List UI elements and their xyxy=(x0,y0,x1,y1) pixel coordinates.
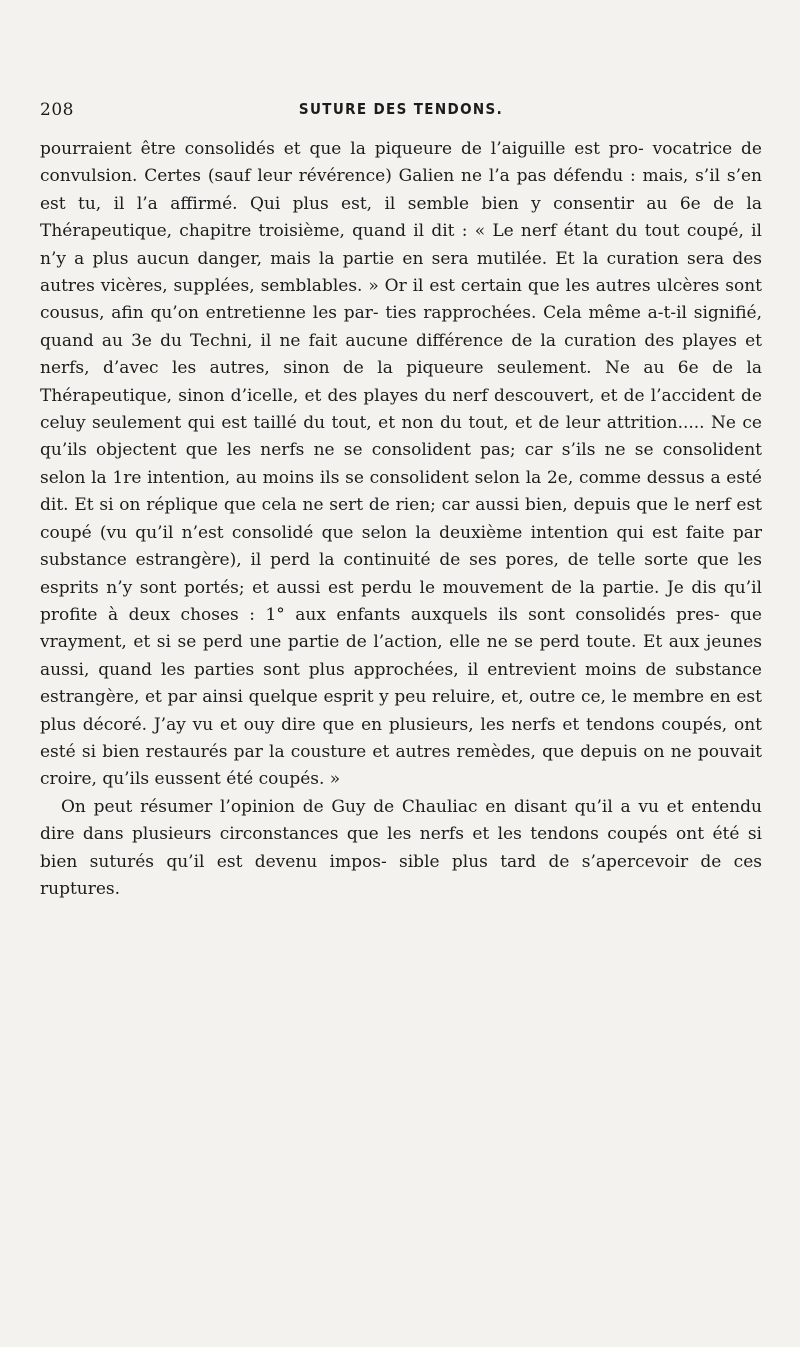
page-number: 208 xyxy=(40,100,74,120)
running-head xyxy=(40,100,762,124)
paragraph-continued: pourraient être consolidés et que la piqueure de l’aiguille est pro- vocatrice de convulsion. Certes (sauf leur révérence) Galien ne l’a pas défendu : mais, s’il s’en est tu, il l’a affirmé. Qui plus est, il semble bien y consentir au 6e de la Thérapeutique, chapitre troisième, quand il dit : « Le nerf étant du tout coupé, il n’y a plus aucun danger, mais la partie en sera mutilée. Et la curation sera des autres vicères, supplées, semblables. » Or il est certain que les autres ulcères sont cousus, afin qu’on entretienne les par- ties rapprochées. Cela même a-t-il signifié, quand au 3e du Techni, il ne fait aucune différence de la curation des playes et nerfs, d’avec les autres, sinon de la piqueure seulement. Ne au 6e de la Thérapeutique, sinon d’icelle, et des playes du nerf descouvert, et de l’accident de celuy seulement qui est taillé du tout, et non du tout, et de leur attrition..... Ne ce qu’ils objectent que les nerfs ne se consolident pas; car s’ils ne se consolident selon la 1re intention, au moins ils se consolident selon la 2e, comme dessus a esté dit. Et si on réplique que cela ne sert de rien; car aussi bien, depuis que le nerf est coupé (vu qu’il n’est consolidé que selon la deuxième intention qui est faite par substance estrangère), il perd la continuité de ses pores, de telle sorte que les esprits n’y sont portés; et aussi est perdu le mouvement de la partie. Je dis qu’il profite à deux choses : 1° aux enfants auxquels ils sont consolidés pres- que vrayment, et si se perd une partie de l’action, elle ne se perd toute. Et aux jeunes aussi, quand les parties sont plus approchées, il entrevient moins de substance estrangère, et par ainsi quelque esprit y peu reluire, et, outre ce, le membre en est plus décoré. J’ay vu et ouy dire que en plusieurs, les nerfs et tendons coupés, ont esté si bien restaurés par la cousture et autres remèdes, que depuis on ne pouvait croire, qu’ils eussent été coupés. » xyxy=(40,139,762,790)
running-title: SUTURE DES TENDONS. xyxy=(298,100,504,118)
paragraph-summary: On peut résumer l’opinion de Guy de Chauliac en disant qu’il a vu et entendu dire dans plusieurs circonstances que les nerfs et les tendons coupés ont été si bien suturés qu’il est devenu impos- sible plus tard de s’apercevoir de ces ruptures. xyxy=(40,796,762,899)
body-text xyxy=(40,136,762,903)
